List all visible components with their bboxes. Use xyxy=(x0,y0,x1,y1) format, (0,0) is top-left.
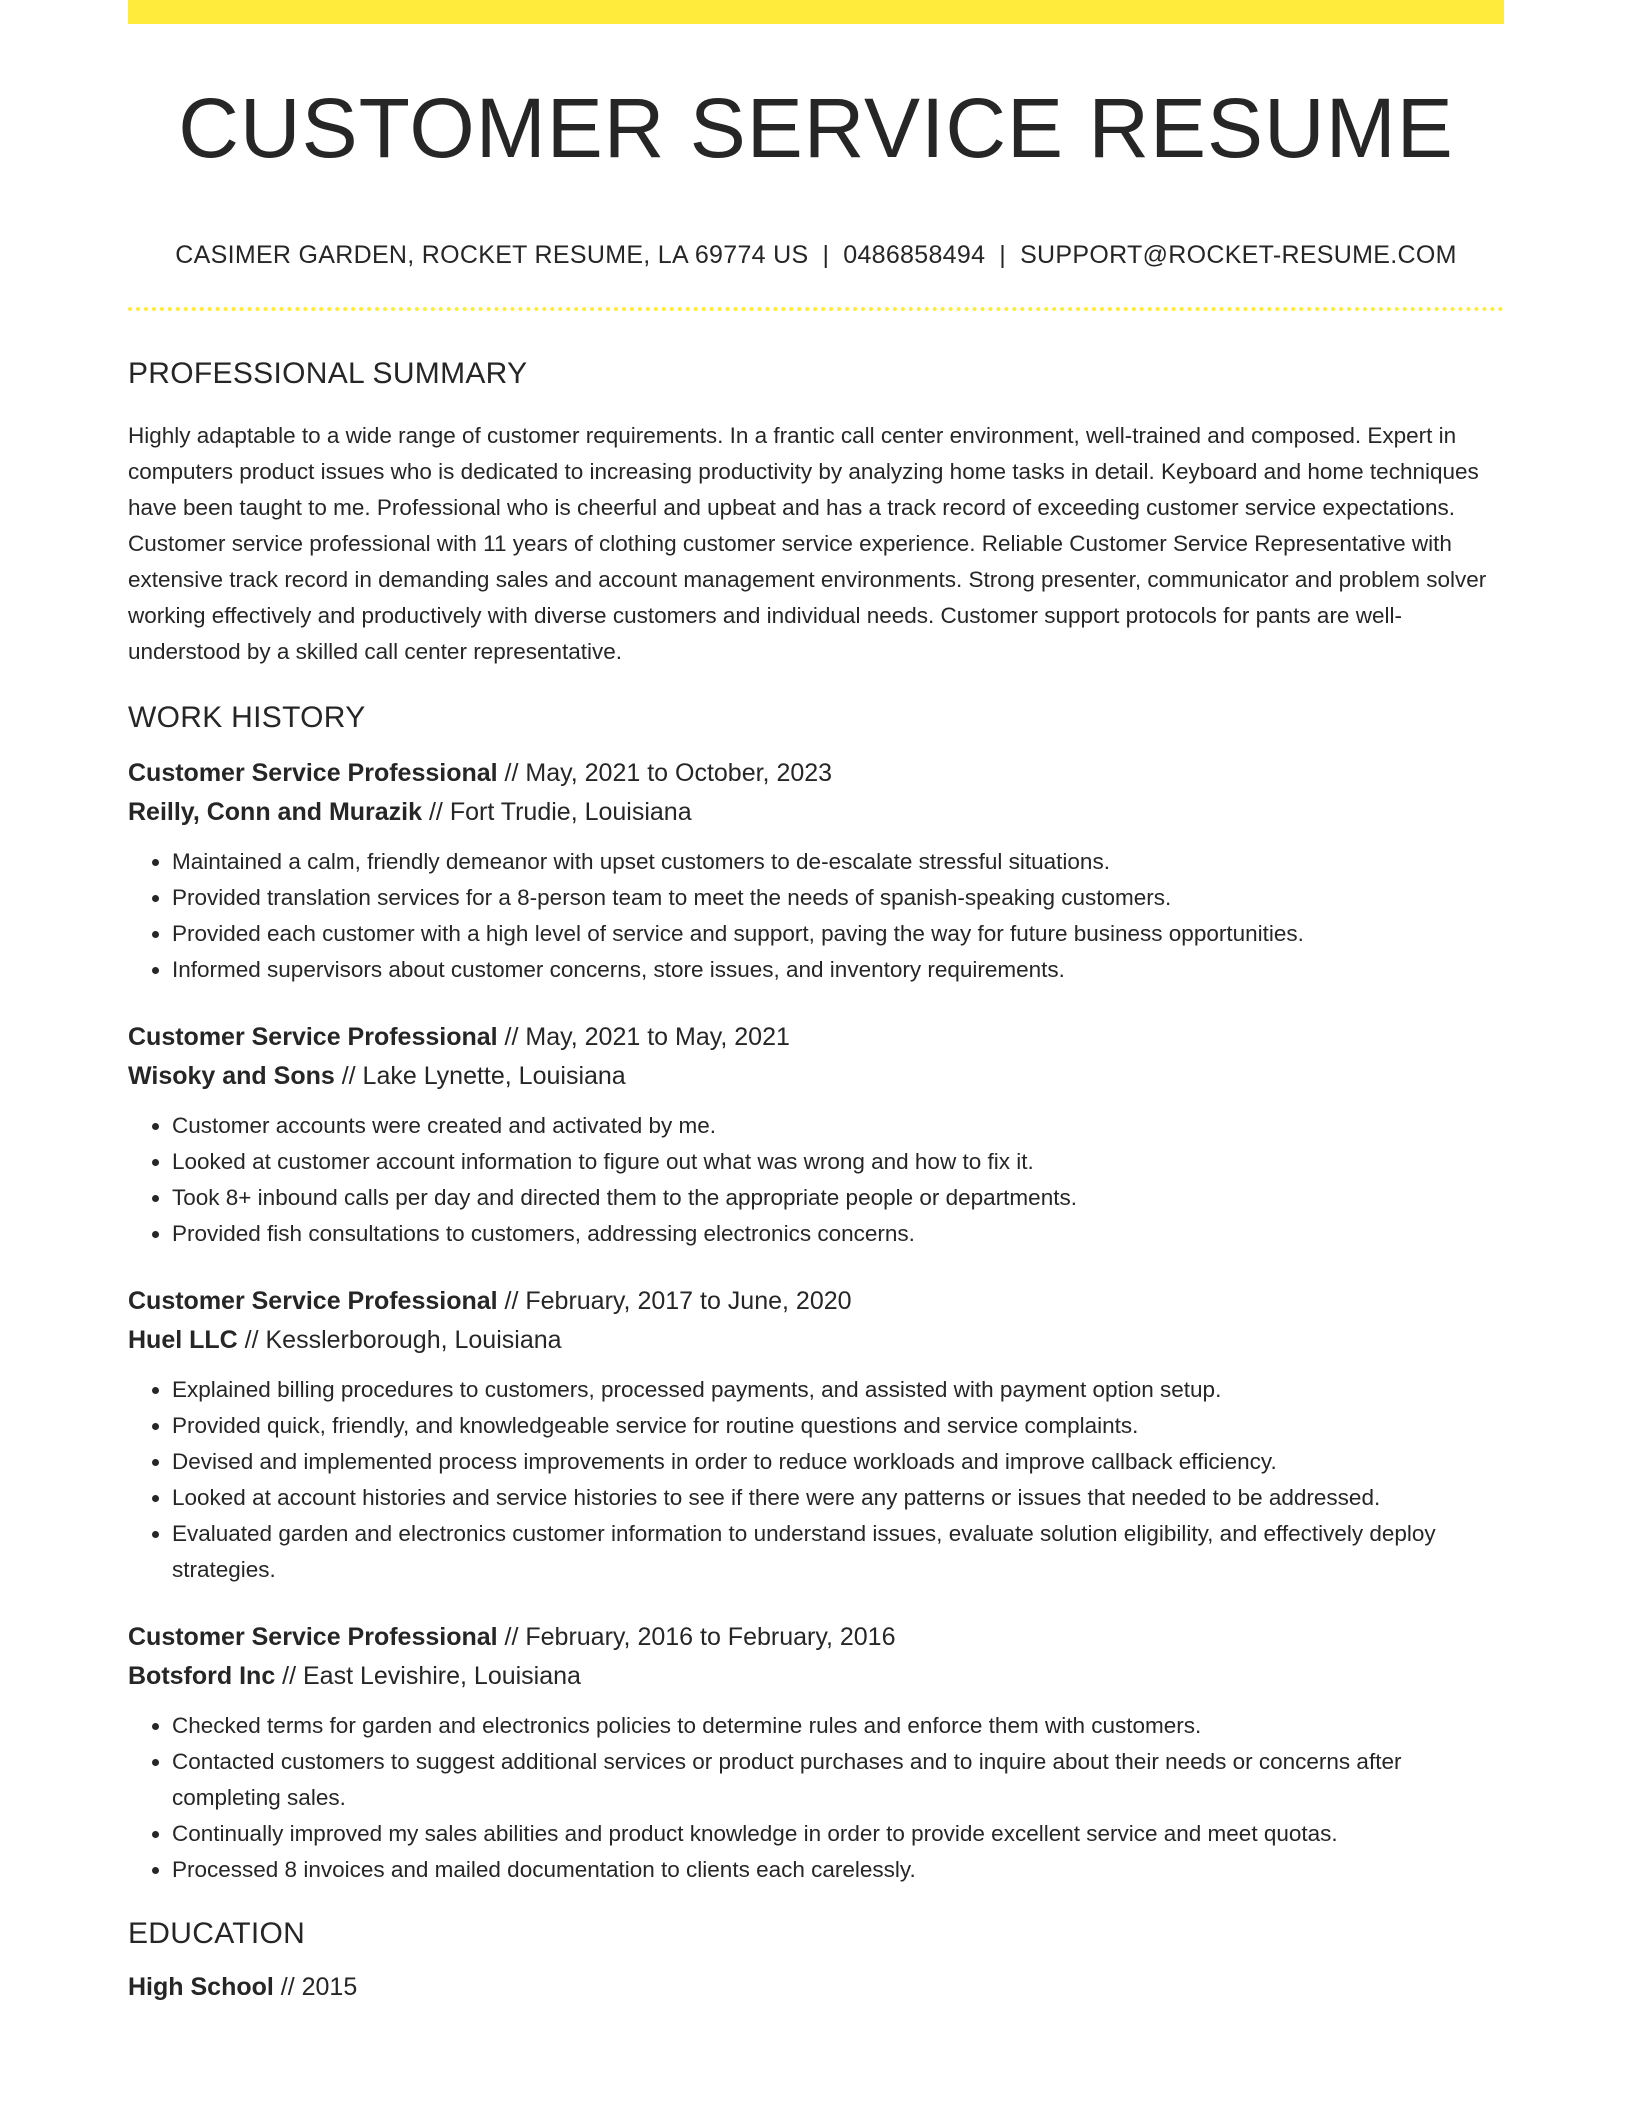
job-bullet: • Continually improved my sales abilities and product knowledge in order to provide excellent service and meet quotas. xyxy=(172,1816,1504,1852)
education-entry xyxy=(128,1968,1504,2007)
job-location: // Lake Lynette, Louisiana xyxy=(334,1062,626,1090)
job-bullet: • Took 8+ inbound calls per day and directed them to the appropriate people or departments. xyxy=(172,1180,1504,1216)
education-year: // 2015 xyxy=(273,1973,358,2001)
summary-text: Highly adaptable to a wide range of customer requirements. In a frantic call center environment, well-trained and composed. Expert in computers product issues who is dedicated to increasing productivity by analyzing home tasks in detail. Keyboard and home techniques have been taught to me. Professional who is cheerful and upbeat and has a track record of exceeding customer service expectations. Customer service professional with 11 years of clothing customer service experience. Reliable Customer Service Representative with extensive track record in demanding sales and account management environments. Strong presenter, communicator and problem solver working effectively and productively with diverse customers and individual needs. Customer support protocols for pants are well-understood by a skilled call center representative. xyxy=(128,423,1487,664)
job-company: Huel LLC xyxy=(128,1326,238,1354)
summary-heading: PROFESSIONAL SUMMARY xyxy=(128,357,528,390)
job-company-line xyxy=(128,793,1504,832)
summary-section xyxy=(128,352,1504,670)
job-company: Wisoky and Sons xyxy=(128,1062,335,1090)
job-bullet: • Contacted customers to suggest additional services or product purchases and to inquire about their needs or concerns after completing sales. xyxy=(172,1744,1504,1816)
job-company: Botsford Inc xyxy=(128,1662,276,1690)
job-dates: // May, 2021 to October, 2023 xyxy=(497,759,833,787)
contact-separator: | xyxy=(999,241,1007,269)
job-bullet: • Evaluated garden and electronics customer information to understand issues, evaluate solution eligibility, and effectively deploy strategies. xyxy=(172,1516,1504,1588)
job-bullets xyxy=(128,1108,1504,1252)
job-dates: // February, 2016 to February, 2016 xyxy=(497,1623,896,1651)
resume-body xyxy=(128,352,1504,2007)
job-location: // Fort Trudie, Louisiana xyxy=(422,798,692,826)
job-bullet: • Customer accounts were created and activated by me. xyxy=(172,1108,1504,1144)
contact-email: SUPPORT@ROCKET-RESUME.COM xyxy=(1020,241,1457,269)
contact-phone: 0486858494 xyxy=(843,241,986,269)
job-location: // East Levishire, Louisiana xyxy=(275,1662,581,1690)
job-bullet: • Maintained a calm, friendly demeanor with upset customers to de-escalate stressful situations. xyxy=(172,844,1504,880)
contact-separator: | xyxy=(822,241,830,269)
job-bullet: • Explained billing procedures to customers, processed payments, and assisted with payment option setup. xyxy=(172,1372,1504,1408)
job-dates: // May, 2021 to May, 2021 xyxy=(497,1023,790,1051)
job-company-line xyxy=(128,1657,1504,1696)
job-bullet: • Informed supervisors about customer concerns, store issues, and inventory requirements. xyxy=(172,952,1504,988)
accent-bar xyxy=(128,0,1504,24)
education-section xyxy=(128,1912,1504,2007)
job-title: Customer Service Professional xyxy=(128,1023,498,1051)
job-company: Reilly, Conn and Murazik xyxy=(128,798,423,826)
job-bullet: • Processed 8 invoices and mailed documentation to clients each carelessly. xyxy=(172,1852,1504,1888)
job-entry xyxy=(128,1618,1504,1888)
job-bullets xyxy=(128,1372,1504,1588)
job-title: Customer Service Professional xyxy=(128,759,498,787)
contact-line xyxy=(128,238,1504,272)
job-bullet: • Looked at customer account information to figure out what was wrong and how to fix it. xyxy=(172,1144,1504,1180)
job-company-line xyxy=(128,1057,1504,1096)
job-bullet: • Provided each customer with a high level of service and support, paving the way for future business opportunities. xyxy=(172,916,1504,952)
dotted-divider xyxy=(128,307,1504,311)
job-title-line xyxy=(128,1282,1504,1321)
job-bullet: • Provided fish consultations to customers, addressing electronics concerns. xyxy=(172,1216,1504,1252)
job-location: // Kesslerborough, Louisiana xyxy=(237,1326,562,1354)
job-title: Customer Service Professional xyxy=(128,1287,498,1315)
job-title-line xyxy=(128,1618,1504,1657)
job-bullet: • Checked terms for garden and electronics policies to determine rules and enforce them with customers. xyxy=(172,1708,1504,1744)
contact-address: CASIMER GARDEN, ROCKET RESUME, LA 69774 US xyxy=(175,241,809,269)
job-bullets xyxy=(128,1708,1504,1888)
work-history-section xyxy=(128,696,1504,1888)
job-bullet: • Looked at account histories and service histories to see if there were any patterns or issues that needed to be addressed. xyxy=(172,1480,1504,1516)
job-title: Customer Service Professional xyxy=(128,1623,498,1651)
job-bullet: • Provided quick, friendly, and knowledgeable service for routine questions and service complaints. xyxy=(172,1408,1504,1444)
job-company-line xyxy=(128,1321,1504,1360)
job-bullet: • Devised and implemented process improvements in order to reduce workloads and improve callback efficiency. xyxy=(172,1444,1504,1480)
job-dates: // February, 2017 to June, 2020 xyxy=(497,1287,852,1315)
job-title-line xyxy=(128,754,1504,793)
job-entry xyxy=(128,1018,1504,1252)
job-entry xyxy=(128,1282,1504,1588)
job-title-line xyxy=(128,1018,1504,1057)
education-heading: EDUCATION xyxy=(128,1917,306,1950)
resume-title: CUSTOMER SERVICE RESUME xyxy=(178,81,1454,175)
job-bullet: • Provided translation services for a 8-person team to meet the needs of spanish-speaking customers. xyxy=(172,880,1504,916)
education-degree: High School xyxy=(128,1973,274,2001)
job-bullets xyxy=(128,844,1504,988)
work-history-heading: WORK HISTORY xyxy=(128,701,366,734)
job-entry xyxy=(128,754,1504,988)
